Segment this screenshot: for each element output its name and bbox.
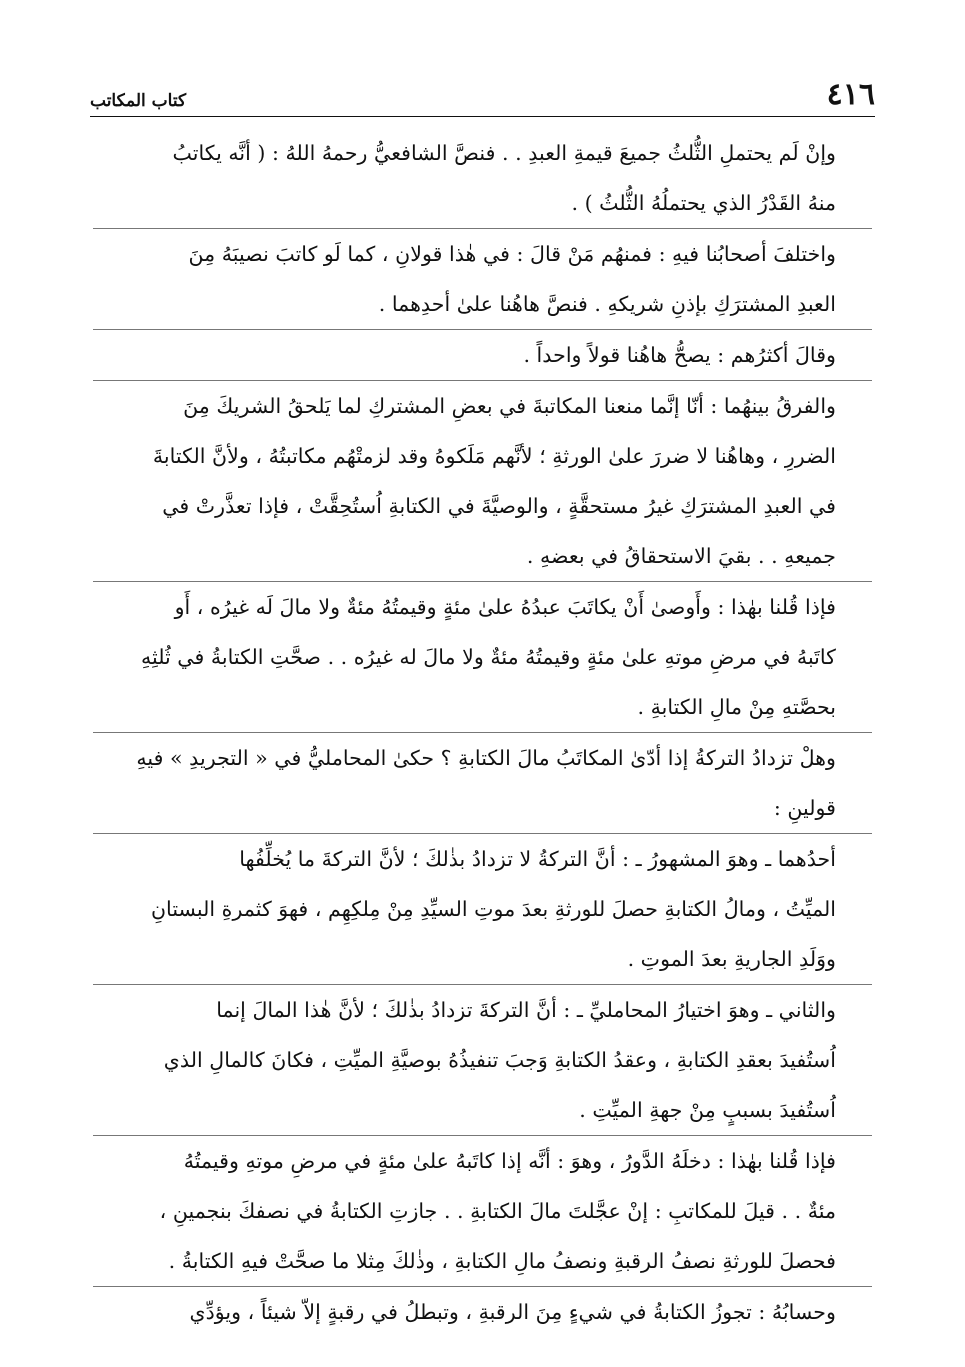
paragraph bbox=[93, 985, 872, 1135]
text-line: بحصَّتهِ مِنْ مالِ الكتابةِ . bbox=[637, 695, 836, 719]
text-line: واختلفَ أصحابُنا فيهِ : فمنهُم مَنْ قالَ : في هٰذا قولانِ ، كما لَو كاتبَ نصيبَهُ مِنَ bbox=[188, 242, 836, 266]
text-line: وإنْ لَم يحتملِ الثُّلثُ جميعَ قيمةِ العبدِ . . فنصَّ الشافعيُّ رحمهُ اللهُ : ( أنَّه يكاتبُ bbox=[172, 141, 836, 165]
text-line: والثاني ـ وهوَ اختيارُ المحامليِّ ـ : أنَّ التركةَ تزدادُ بذٰلكَ ؛ لأنَّ هٰذا المالَ إنما bbox=[216, 998, 836, 1022]
paragraph bbox=[93, 330, 872, 380]
text-line: مئةٌ . . قيلَ للمكاتبِ : إنْ عجَّلتَ مالَ الكتابةِ . . جازتِ الكتابةُ في نصفكَ بنجمينِ ، bbox=[159, 1199, 836, 1223]
paragraph bbox=[93, 381, 872, 581]
text-line: فحصلَ للورثةِ نصفُ الرقبةِ ونصفُ مالِ الكتابةِ ، وذٰلكَ مِثلا ما صحَّتْ فيهِ الكتابةُ . bbox=[168, 1249, 836, 1273]
paragraph bbox=[93, 1136, 872, 1286]
page-header bbox=[90, 74, 875, 117]
text-line: ووَلَدِ الجاريةِ بعدَ الموتِ . bbox=[627, 947, 836, 971]
text-line: وقالَ أكثرُهم : يصحُّ هاهُنا قولاً واحداً . bbox=[523, 343, 836, 367]
paragraph bbox=[93, 733, 872, 833]
text-line: منهُ القَدْرُ الذي يحتملُهُ الثُّلثُ ) . bbox=[571, 191, 836, 215]
paragraph bbox=[93, 834, 872, 984]
text-line: فإذا قُلنا بهٰذا : دخلَهُ الدَّورُ ، وهوَ : أنَّه إذا كاتَبهُ علىٰ مئةٍ في مرضِ موتهِ وقيمتُهُ bbox=[183, 1149, 836, 1173]
paragraph bbox=[93, 1287, 872, 1327]
text-line: جميعهِ . . بقيَ الاستحقاقُ في بعضهِ . bbox=[526, 544, 836, 568]
paragraph bbox=[93, 128, 872, 228]
running-title: كتاب المكاتب bbox=[90, 91, 187, 111]
page-body bbox=[93, 128, 872, 1327]
text-line: أحدُهما ـ وهوَ المشهورُ ـ : أنَّ التركةُ لا تزدادُ بذٰلكَ ؛ لأنَّ التركةَ ما يُخلِّفُها bbox=[239, 847, 836, 871]
text-line: في العبدِ المشترَكِ غيرُ مستحقَّةٍ ، والوصيَّةَ في الكتابةِ اُستُحِقَّتْ ، فإذا تعذَّرتْ في bbox=[162, 494, 836, 518]
paragraph bbox=[93, 229, 872, 329]
text-line: قولينِ : bbox=[773, 796, 836, 820]
text-line: فإذا قُلنا بهٰذا : وأَوصىٰ أَنْ يكاتَبَ عبدُهُ علىٰ مئةٍ وقيمتُهُ مئةٌ ولا مالَ لَه غيرُه ، أَو bbox=[174, 595, 836, 619]
text-line: اُستُفيدَ بعقدِ الكتابةِ ، وعقدُ الكتابةِ وَجبَ تنفيذُهُ بوصيَّةِ الميِّتِ ، فكانَ كالمالِ الذي bbox=[163, 1048, 836, 1072]
text-line: العبدِ المشترَكِ بإذنِ شريكهِ . فنصَّ هاهُنا علىٰ أحدِهما . bbox=[378, 292, 836, 316]
paragraph bbox=[93, 582, 872, 732]
text-line: وهلْ تزدادُ التركةُ إذا أدّىٰ المكاتَبُ مالَ الكتابةِ ؟ حكىٰ المحامليُّ في « التجريدِ » فيهِ bbox=[136, 746, 836, 770]
text-line: اُستُفيدَ بسببٍ مِنْ جهةِ الميِّتِ . bbox=[579, 1098, 836, 1122]
text-line: كاتَبهُ في مرضِ موتهِ علىٰ مئةٍ وقيمتُهُ مئةٌ ولا مالَ له غيرُه . . صحَّتِ الكتابةُ في ثُلثِهِ bbox=[140, 645, 836, 669]
page-number: ٤١٦ bbox=[826, 77, 875, 112]
text-line: الميِّتُ ، ومالُ الكتابةِ حصلَ للورثةِ بعدَ موتِ السيِّدِ مِنْ مِلكِهِم ، فهوَ كثمرةِ البستانِ bbox=[150, 897, 836, 921]
text-line: والفرقُ بينهُما : أنّا إنَّما منعنا المكاتبةَ في بعضِ المشتركِ لما يَلحقُ الشريكَ مِنَ bbox=[183, 394, 836, 418]
text-line: وحسابُهُ : تجوزُ الكتابةُ في شيءٍ مِنَ الرقبةِ ، وتبطلُ في رقبةٍ إلاّ شيئاً ، ويؤدِّي bbox=[189, 1300, 836, 1324]
text-line: الضررِ ، وهاهُنا لا ضررَ علىٰ الورثةِ ؛ لأنَّهم مَلَكوهُ وقد لزمتْهُم مكاتبتُهُ ، ولأنَّ الكتابةَ bbox=[152, 444, 836, 468]
